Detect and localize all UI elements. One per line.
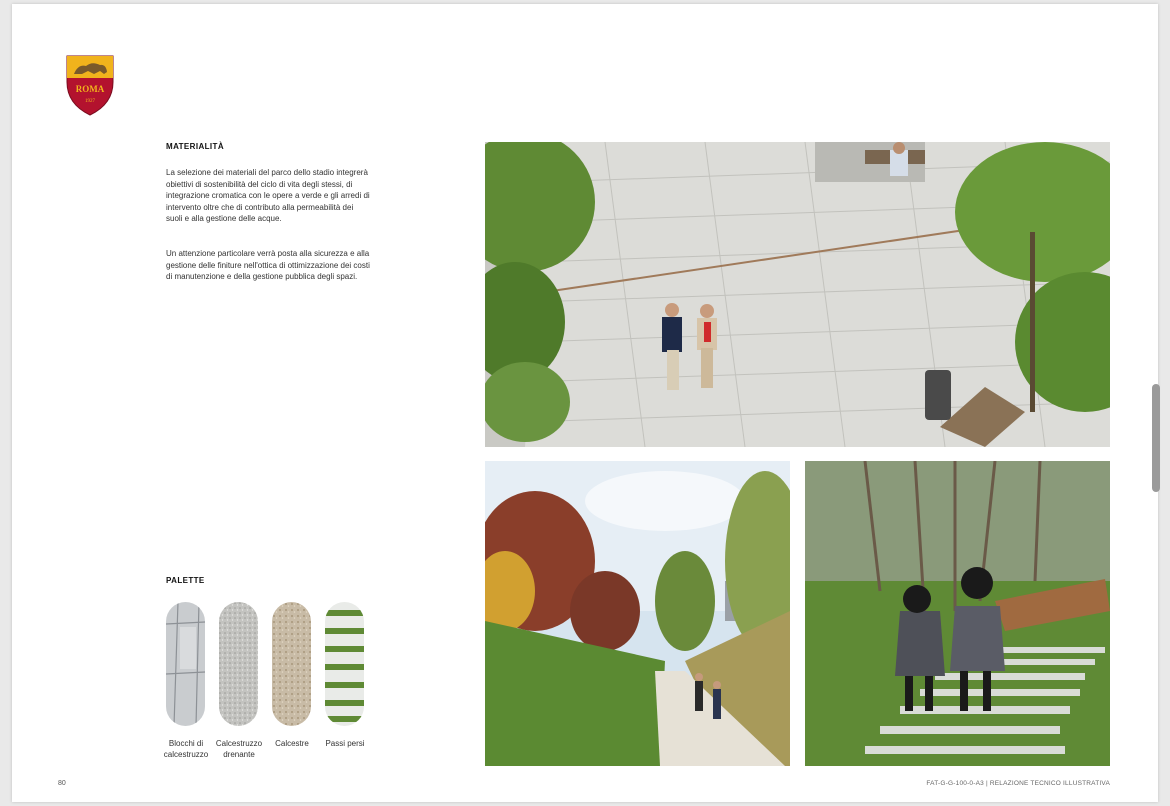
calcestre-swatch [272,602,311,726]
as-roma-logo [64,52,116,118]
palette-label-1: Blocchi di calcestruzzo [163,739,209,759]
footer-reference: FAT-G-G-100-0-A3 | RELAZIONE TECNICO ILLUSTRATIVA [926,780,1110,787]
plaza-photo [485,142,1110,447]
svg-text:1927: 1927 [85,99,95,104]
stepping-stones-swatch [325,602,364,726]
document-page [12,4,1158,802]
palette-label-4: Passi persi [325,739,365,748]
palette-label-3: Calcestre [275,739,309,748]
scrollbar-thumb[interactable] [1152,384,1160,492]
garden-steps-photo [805,461,1110,766]
concrete-blocks-swatch [166,602,205,726]
svg-text:ROMA: ROMA [75,84,105,94]
materiality-title: MATERIALITÀ [166,142,225,151]
materiality-paragraph-2: Un attenzione particolare verrà posta alla sicurezza e alla gestione delle finiture nell'ottica di ottimizzazione dei costi di manutenzione e della gestione pubblica degli spazi. [166,249,370,281]
draining-concrete-swatch [219,602,258,726]
palette-label-2: Calcestruzzo drenante [215,739,263,759]
park-path-photo [485,461,790,766]
page-number: 80 [58,780,66,787]
palette-title: PALETTE [166,576,205,585]
materiality-paragraph-1: La selezione dei materiali del parco dello stadio integrerà obiettivi di sostenibilità del ciclo di vita degli stessi, di integrazione cromatica con le opere a verde e gli arredi di intervento oltre che di contributo alla permeabilità dei suoli e alla gestione delle acque. [166,168,370,223]
